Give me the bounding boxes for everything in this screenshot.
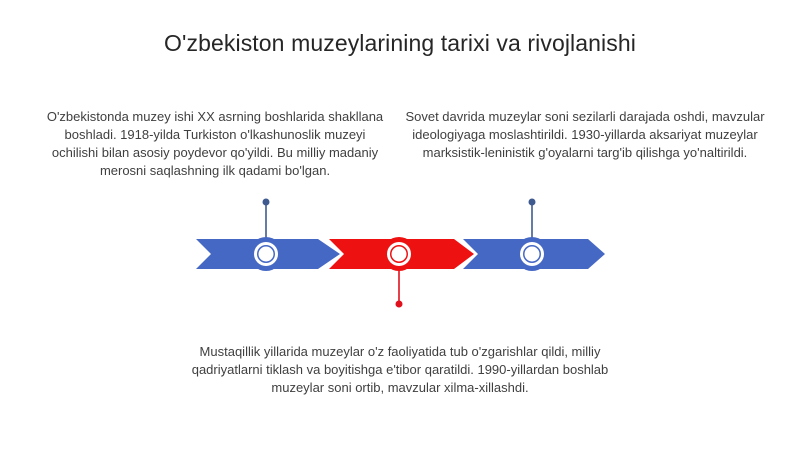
connector-dot-2 <box>529 199 536 206</box>
milestone-marker-1-center <box>259 247 274 262</box>
page-title: O'zbekiston muzeylarining tarixi va rivojlanishi <box>164 30 636 56</box>
connector-dot-3 <box>396 301 403 308</box>
connector-dot-1 <box>263 199 270 206</box>
milestone-marker-3-center <box>525 247 540 262</box>
milestone-2-text: Sovet davrida muzeylar soni sezilarli darajada oshdi, mavzular ideologiyaga moslashtirildi. 1930-yillarda aksariyat muzeylar marksistik-leninistik g'oyalarni targ'ib qilishga yo'naltirildi. <box>405 109 765 160</box>
milestone-1-text: O'zbekistonda muzey ishi XX asrning boshlarida shakllana boshladi. 1918-yilda Turkiston o'lkashunoslik muzeyi ochilishi bilan asosiy poydevor qo'yildi. Bu milliy madaniy merosni saqlashning ilk qadami bo'lgan. <box>46 109 384 178</box>
milestone-marker-2-center <box>392 247 407 262</box>
milestone-3-text: Mustaqillik yillarida muzeylar o'z faoliyatida tub o'zgarishlar qildi, milliy qadriyatlarni tiklash va boyitishga e'tibor qaratildi. 1990-yillardan boshlab muzeylar soni ortib, mavzular xilma-xillashdi. <box>191 344 609 395</box>
